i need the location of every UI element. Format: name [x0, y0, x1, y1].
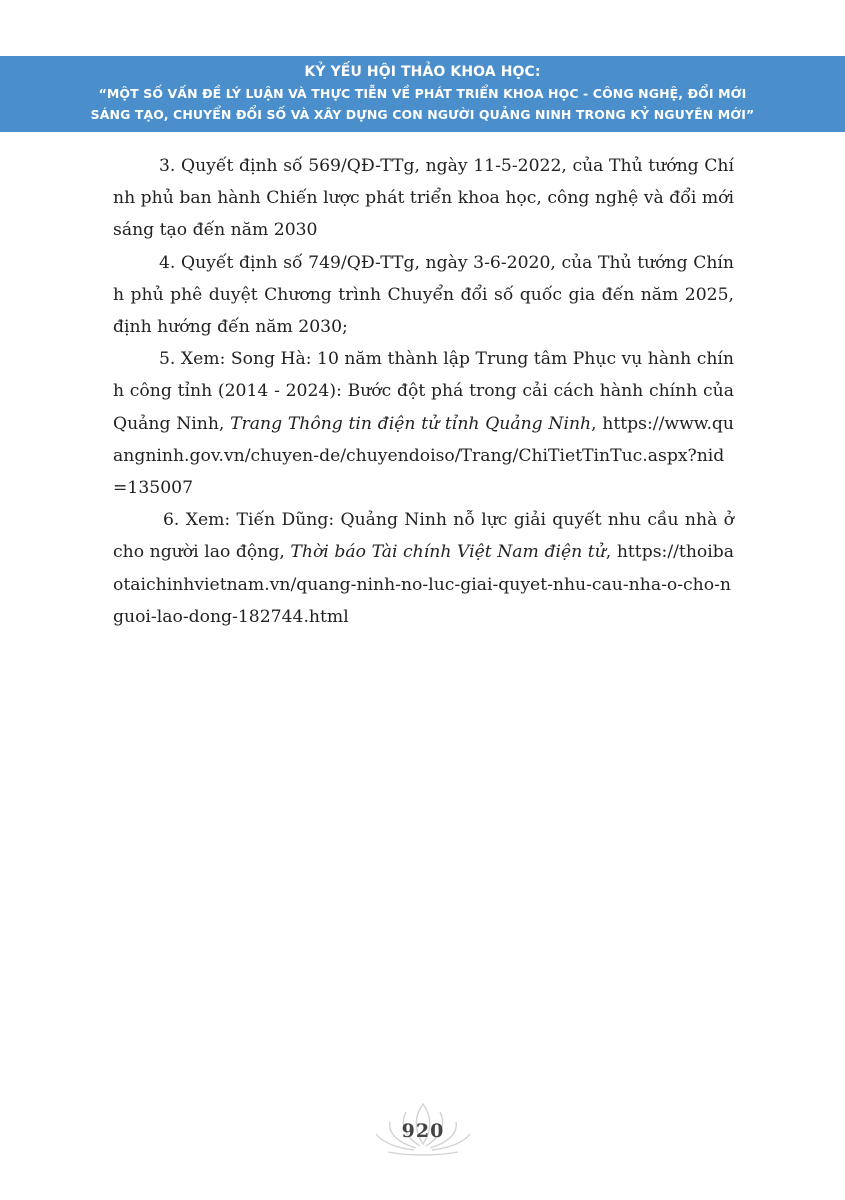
header-subtitle-line-2: SÁNG TẠO, CHUYỂN ĐỔI SỐ VÀ XÂY DỰNG CON NGƯỜI QUẢNG NINH TRONG KỶ NGUYÊN MỚI”: [90, 107, 755, 122]
reference-item-3: 3. Quyết định số 569/QĐ-TTg, ngày 11-5-2022, của Thủ tướng Chính phủ ban hành Chiến lược phát triển khoa học, công nghệ và đổi mới sáng tạo đến năm 2030: [113, 156, 734, 241]
reference-6-source: Thời báo Tài chính Việt Nam điện tử: [290, 542, 606, 563]
reference-5-url: , https://www.quangninh.gov.vn/chuyen-de/chuyendoiso/Trang/ChiTietTinTuc.aspx?nid=135007: [113, 413, 735, 499]
header-title: KỶ YẾU HỘI THẢO KHOA HỌC:: [304, 64, 541, 80]
reference-item-4: 4. Quyết định số 749/QĐ-TTg, ngày 3-6-2020, của Thủ tướng Chính phủ phê duyệt Chương trình Chuyển đổi số quốc gia đến năm 2025, định hướng đến năm 2030;: [113, 252, 734, 338]
page-number: 920: [401, 1120, 445, 1142]
reference-list: [113, 150, 734, 633]
reference-item-6: [113, 504, 734, 633]
reference-5-text: 5. Xem: Song Hà: 10 năm thành lập Trung tâm Phục vụ hành chính công tỉnh (2014 - 2024): Bước đột phá trong cải cách hành chính của Quảng Ninh,: [113, 349, 734, 434]
header-subtitle-line-1: “MỘT SỐ VẤN ĐỀ LÝ LUẬN VÀ THỰC TIỄN VỀ PHÁT TRIỂN KHOA HỌC - CÔNG NGHỆ, ĐỔI MỚI: [98, 86, 747, 101]
reference-6-text: 6. Xem: Tiến Dũng: Quảng Ninh nỗ lực giải quyết nhu cầu nhà ở cho người lao động,: [113, 510, 734, 563]
reference-5-source: Trang Thông tin điện tử tỉnh Quảng Ninh: [230, 413, 592, 434]
reference-item-5: [113, 343, 734, 504]
running-header: [0, 56, 845, 132]
reference-6-url: , https://thoibaotaichinhvietnam.vn/quang-ninh-no-luc-giai-quyet-nhu-cau-nha-o-cho-nguoi-lao-dong-182744.html: [113, 542, 734, 627]
